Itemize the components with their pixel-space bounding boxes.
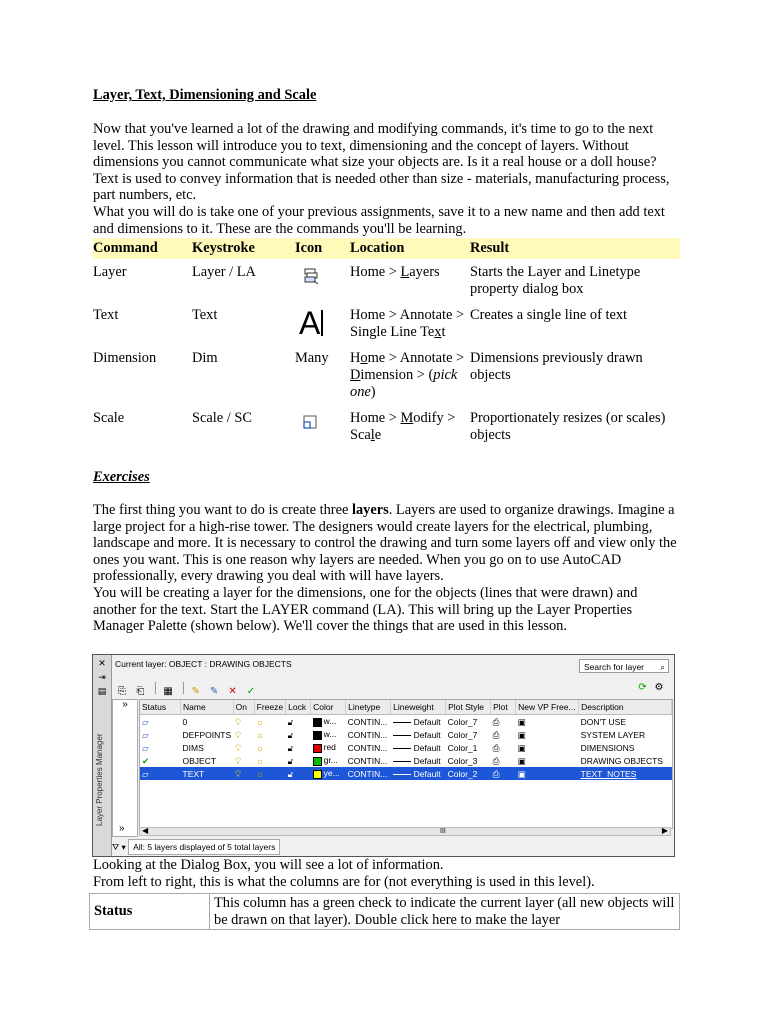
layer-name[interactable]: DIMS	[182, 742, 204, 753]
layer-toolbar	[115, 682, 260, 696]
layer-color[interactable]: red	[311, 741, 346, 754]
layer-description[interactable]: TEXT_NOTES	[579, 767, 672, 780]
single-line-text-icon: A	[299, 307, 323, 339]
status-icon[interactable]: ▱	[140, 767, 181, 780]
table-row	[90, 894, 680, 930]
printer-icon[interactable]: ⎙	[492, 742, 500, 753]
layer-color[interactable]: w...	[311, 728, 346, 741]
lightbulb-icon[interactable]: 💡︎	[235, 755, 242, 766]
status-bar	[112, 839, 672, 853]
lightbulb-icon[interactable]: 💡︎	[233, 767, 254, 780]
refresh-icon[interactable]: ⟳	[638, 682, 647, 693]
vp-freeze-icon[interactable]: ▣	[517, 729, 526, 740]
color-swatch	[313, 731, 322, 740]
column-on[interactable]: On	[233, 700, 254, 715]
commands-table	[93, 238, 680, 448]
unlock-icon[interactable]: 🔓︎	[287, 755, 294, 766]
column-freeze[interactable]: Freeze	[254, 700, 285, 715]
column-lock[interactable]: Lock	[286, 700, 311, 715]
layer-name[interactable]: TEXT	[181, 767, 234, 780]
vp-freeze-icon[interactable]: ▣	[517, 742, 526, 753]
header-icon: Icon	[295, 238, 350, 259]
layer-description[interactable]: DRAWING OBJECTS	[580, 755, 663, 766]
table-row	[93, 405, 680, 448]
column-name[interactable]: Name	[181, 700, 234, 715]
color-swatch	[313, 770, 322, 779]
column-linetype[interactable]: Linetype	[346, 700, 391, 715]
result-cell: Proportionately resizes (or scales) objects	[470, 410, 666, 443]
layer-lineweight[interactable]: Default	[391, 715, 446, 729]
layer-color[interactable]: w...	[311, 715, 346, 729]
after-dialog-text	[93, 857, 680, 890]
printer-icon[interactable]: ⎙	[492, 755, 500, 766]
lightbulb-icon[interactable]: 💡︎	[235, 729, 242, 740]
sun-icon[interactable]: ☼	[256, 742, 264, 753]
location-cell: Home > Modify > Scale	[350, 410, 456, 443]
intro-paragraph-2: What you will do is take one of your previous assignments, save it to a new name and then add text and dimensions to it. These are the commands you'll be learning.	[93, 203, 665, 237]
layer-row[interactable]	[140, 767, 672, 780]
lightbulb-icon[interactable]: 💡︎	[235, 716, 242, 727]
palette-title: Layer Properties Manager	[95, 733, 104, 827]
exercises-section	[93, 502, 680, 635]
layer-row[interactable]	[140, 715, 672, 729]
search-icon: ⌕	[660, 662, 665, 672]
command-cell: Dimension	[93, 350, 157, 367]
icon-cell	[295, 302, 350, 345]
layer-color[interactable]: gr...	[311, 754, 346, 767]
refresh-settings-group	[636, 682, 666, 693]
scale-icon	[301, 412, 321, 432]
column-status[interactable]: Status	[140, 700, 181, 715]
layer-description[interactable]: DON'T USE	[580, 716, 627, 727]
commands-table-header	[93, 238, 680, 259]
layer-description[interactable]: DIMENSIONS	[580, 742, 635, 753]
layer-row[interactable]	[140, 741, 672, 754]
keystroke-cell: Layer / LA	[192, 264, 256, 280]
delete-layer-icon[interactable]: ✕	[228, 686, 237, 697]
command-cell: Scale	[93, 410, 125, 427]
palette-side-rail	[93, 655, 112, 856]
layer-lineweight[interactable]: Default	[391, 767, 446, 780]
layer-plot-style: Color_1	[447, 742, 478, 753]
layer-name[interactable]: 0	[182, 716, 188, 727]
layer-lineweight[interactable]: Default	[391, 728, 446, 741]
icon-cell: Many	[295, 350, 329, 367]
search-input[interactable]: Search for layer ⌕	[579, 659, 669, 673]
color-swatch	[313, 718, 322, 727]
layer-row[interactable]	[140, 754, 672, 767]
expand-filter-icon[interactable]: »	[122, 699, 128, 710]
current-layer-label: Current layer: OBJECT : DRAWING OBJECTS	[115, 659, 292, 669]
lightbulb-icon[interactable]: 💡︎	[235, 742, 242, 753]
printer-icon[interactable]: ⎙	[492, 716, 500, 727]
icon-cell	[295, 405, 350, 448]
header-location: Location	[350, 238, 470, 259]
keystroke-cell: Scale / SC	[192, 410, 252, 427]
columns-description-table	[89, 893, 680, 930]
layer-table-header	[140, 700, 672, 715]
layer-plot-style: Color_7	[447, 716, 478, 727]
layer-name[interactable]: DEFPOINTS	[182, 729, 232, 740]
color-swatch	[313, 744, 322, 753]
header-keystroke: Keystroke	[192, 238, 295, 259]
printer-icon[interactable]: ⎙	[491, 767, 516, 780]
layer-linetype[interactable]: CONTIN...	[347, 716, 388, 727]
keystroke-cell: Dim	[192, 350, 218, 367]
filter-tree-pane	[112, 699, 138, 837]
unlock-icon[interactable]: 🔓︎	[287, 729, 294, 740]
unlock-icon[interactable]: 🔓︎	[287, 716, 294, 727]
layer-description[interactable]: SYSTEM LAYER	[580, 729, 646, 740]
unlock-icon[interactable]: 🔓︎	[286, 767, 311, 780]
scroll-right-icon[interactable]: ▶	[661, 826, 668, 835]
exercise-paragraph-2: You will be creating a layer for the dimensions, one for the objects (lines that were drawn) and another for the text. Start the LAYER command (LA). This will bring up the Layer Properties Manager Palette (shown below). We'll cover the things that are used in this lesson.	[93, 584, 638, 635]
close-icon[interactable]: ✕	[98, 658, 106, 668]
intro-paragraph-1: Now that you've learned a lot of the drawing and modifying commands, it's time to go to the next level. This lesson will introduce you to text, dimensioning and the concept of layers. Without dimensions you cannot communicate what size your objects are. Is it a real house or a doll house? Text is used to convey information that is needed other than size - materials, manufacturing process, part numbers, etc.	[93, 121, 670, 204]
location-cell: Home > Annotate > Single Line Text	[350, 307, 465, 340]
header-result: Result	[470, 238, 680, 259]
set-current-icon[interactable]: ✓	[246, 686, 256, 697]
vp-freeze-icon[interactable]: ▣	[517, 755, 526, 766]
sun-icon[interactable]: ☼	[254, 767, 285, 780]
new-group-filter-icon[interactable]: ⎗	[136, 686, 145, 697]
layer-row[interactable]	[140, 728, 672, 741]
vp-freeze-icon[interactable]: ▣	[516, 767, 579, 780]
column-key-cell: Status	[90, 894, 210, 930]
new-layer-icon[interactable]: ✎	[191, 686, 201, 697]
column-lineweight[interactable]: Lineweight	[391, 700, 446, 715]
layer-linetype[interactable]: CONTIN...	[347, 742, 388, 753]
header-command: Command	[93, 238, 192, 259]
layer-properties-icon	[301, 266, 321, 286]
new-property-filter-icon[interactable]: ⎘	[118, 686, 126, 697]
status-icon[interactable]: ▱	[142, 729, 149, 740]
sun-icon[interactable]: ☼	[256, 716, 264, 727]
properties-menu-icon[interactable]: ▤	[97, 686, 107, 696]
intro-section	[93, 121, 680, 237]
layer-color[interactable]: ye...	[311, 767, 346, 780]
color-swatch	[313, 757, 322, 766]
layer-linetype[interactable]: CONTIN...	[346, 767, 391, 780]
layer-linetype[interactable]: CONTIN...	[347, 729, 388, 740]
vp-freeze-icon[interactable]: ▣	[517, 716, 526, 727]
result-cell: Creates a single line of text	[470, 307, 628, 324]
settings-icon[interactable]: ⚙	[654, 682, 664, 693]
layer-plot-style: Color_2	[446, 767, 491, 780]
status-icon[interactable]: ▱	[142, 716, 149, 727]
result-cell: Dimensions previously drawn objects	[470, 350, 643, 383]
table-row	[93, 345, 680, 405]
auto-hide-icon[interactable]: ⇥	[98, 672, 106, 682]
keystroke-cell: Text	[192, 307, 218, 324]
command-cell: Layer	[93, 264, 127, 280]
layer-linetype[interactable]: CONTIN...	[347, 755, 388, 766]
sun-icon[interactable]: ☼	[256, 755, 264, 766]
table-row	[93, 259, 680, 302]
column-description[interactable]: Description	[579, 700, 672, 715]
layer-lineweight[interactable]: Default	[391, 754, 446, 767]
status-icon[interactable]: ▱	[142, 742, 149, 753]
printer-icon[interactable]: ⎙	[492, 729, 500, 740]
new-vp-frozen-layer-icon[interactable]: ✎	[210, 686, 219, 697]
layer-table	[140, 700, 672, 780]
collapse-filter-icon[interactable]: »	[119, 823, 125, 834]
exercises-heading: Exercises	[93, 469, 150, 485]
column-plot[interactable]: Plot	[491, 700, 516, 715]
filter-funnel-icon[interactable]: ⛛ ▾	[112, 842, 126, 852]
unlock-icon[interactable]: 🔓︎	[287, 742, 294, 753]
column-new-vp-freeze[interactable]: New VP Free...	[516, 700, 579, 715]
scroll-left-icon[interactable]: ◀	[142, 826, 149, 835]
column-color[interactable]: Color	[311, 700, 346, 715]
page-title: Layer, Text, Dimensioning and Scale	[93, 87, 317, 103]
column-value-cell: This column has a green check to indicate the current layer (all new objects will be drawn on that layer). Double click here to make the layer	[210, 894, 680, 930]
layer-name[interactable]: OBJECT	[182, 755, 217, 766]
icon-cell	[295, 259, 350, 302]
location-cell: Home > Layers	[350, 264, 440, 280]
sun-icon[interactable]: ☼	[256, 729, 264, 740]
layer-lineweight[interactable]: Default	[391, 741, 446, 754]
layer-plot-style: Color_7	[447, 729, 478, 740]
layer-plot-style: Color_3	[447, 755, 478, 766]
location-cell: Home > Annotate > Dimension > (pick one)	[350, 350, 465, 400]
exercise-paragraph-1: The first thing you want to do is create three layers. Layers are used to organize drawings. Imagine a large project for a high-rise tower. The designers would create layers for the electrical, plumbing, landscape and more. It is necessary to control the drawing and turn some layers off and view only the ones you want. This is one reason why layers are needed. When you go on to use AutoCAD professionally, every drawing you deal with will have layers.	[93, 502, 677, 585]
after-paragraph-2: From left to right, this is what the columns are for (not everything is used in this level).	[93, 873, 595, 890]
command-cell: Text	[93, 307, 119, 324]
status-icon[interactable]: ✔	[142, 755, 150, 766]
after-paragraph-1: Looking at the Dialog Box, you will see a lot of information.	[93, 857, 444, 873]
status-text: All: 5 layers displayed of 5 total layers	[128, 839, 280, 855]
result-cell: Starts the Layer and Linetype property dialog box	[470, 264, 641, 297]
horizontal-scrollbar[interactable]	[139, 827, 671, 836]
table-row	[93, 302, 680, 345]
layer-list	[139, 699, 673, 829]
layer-properties-manager	[92, 654, 675, 857]
layer-states-icon[interactable]: ▦	[163, 686, 173, 697]
scroll-thumb[interactable]: III	[440, 828, 446, 835]
column-plot-style[interactable]: Plot Style	[446, 700, 491, 715]
